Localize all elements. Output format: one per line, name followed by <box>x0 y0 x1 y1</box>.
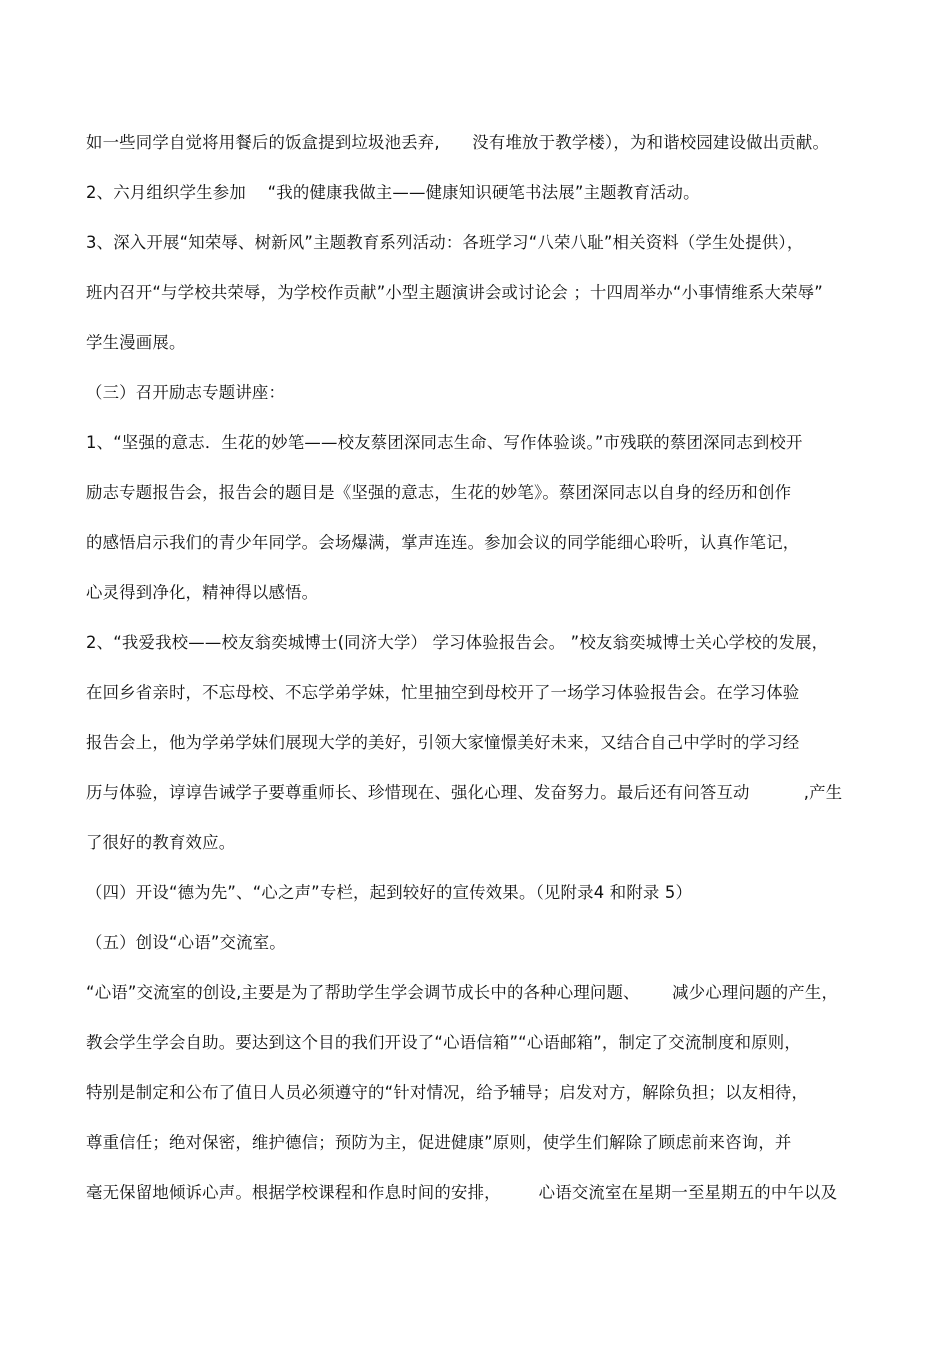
text-line: 了很好的教育效应。 <box>86 833 236 852</box>
section-heading: （五）创设“心语”交流室。 <box>86 933 286 952</box>
text-line: 毫无保留地倾诉心声。根据学校课程和作息时间的安排， 心语交流室在星期一至星期五的中午以及 <box>86 1183 838 1202</box>
text-line: 的感悟启示我们的青少年同学。会场爆满，掌声连连。参加会议的同学能细心聆听，认真作笔记， <box>86 533 800 552</box>
section-heading: （四）开设“德为先”、“心之声”专栏，起到较好的宣传效果。（见附录4 和附录 5） <box>86 883 693 902</box>
text-line: 在回乡省亲时，不忘母校、不忘学弟学妹，忙里抽空到母校开了一场学习体验报告会。在学习体验 <box>86 683 800 702</box>
section-heading: （三）召开励志专题讲座： <box>86 383 286 402</box>
text-line: 1、“坚强的意志．生花的妙笔——校友蔡团深同志生命、写作体验谈。”市残联的蔡团深同志到校开 <box>86 433 803 452</box>
text-line: “心语”交流室的创设,主要是为了帮助学生学会调节成长中的各种心理问题、 减少心理问题的产生， <box>86 983 839 1002</box>
text-line: 历与体验，谆谆告诫学子要尊重师长、珍惜现在、强化心理、发奋努力。最后还有问答互动 ,产生 <box>86 783 843 802</box>
text-line: 如一些同学自觉将用餐后的饭盒提到垃圾池丢弃, 没有堆放于教学楼），为和谐校园建设做出贡献。 <box>86 133 830 152</box>
text-line: 教会学生学会自助。要达到这个目的我们开设了“心语信箱”“心语邮箱”，制定了交流制度和原则， <box>86 1033 801 1052</box>
text-line: 心灵得到净化，精神得以感悟。 <box>86 583 319 602</box>
text-line: 学生漫画展。 <box>86 333 186 352</box>
text-line: 2、“我爱我校——校友翁奕城博士(同济大学） 学习体验报告会。 ”校友翁奕城博士关心学校的发展， <box>86 633 829 652</box>
text-line: 班内召开“与学校共荣辱，为学校作贡献”小型主题演讲会或讨论会 ；十四周举办“小事情维系大荣辱” <box>86 283 823 302</box>
text-line: 特别是制定和公布了值日人员必须遵守的“针对情况，给予辅导；启发对方，解除负担；以友相待， <box>86 1083 809 1102</box>
text-line: 励志专题报告会，报告会的题目是《坚强的意志，生花的妙笔》。蔡团深同志以自身的经历和创作 <box>86 483 792 502</box>
text-line: 2、六月组织学生参加 “我的健康我做主——健康知识硬笔书法展”主题教育活动。 <box>86 183 700 202</box>
text-line: 尊重信任；绝对保密，维护德信；预防为主，促进健康”原则，使学生们解除了顾虑前来咨询，并 <box>86 1133 792 1152</box>
text-line: 报告会上，他为学弟学妹们展现大学的美好，引领大家憧憬美好未来，又结合自己中学时的学习经 <box>86 733 800 752</box>
text-line: 3、深入开展“知荣辱、树新风”主题教育系列活动：各班学习“八荣八耻”相关资料（学生处提供）， <box>86 233 804 252</box>
